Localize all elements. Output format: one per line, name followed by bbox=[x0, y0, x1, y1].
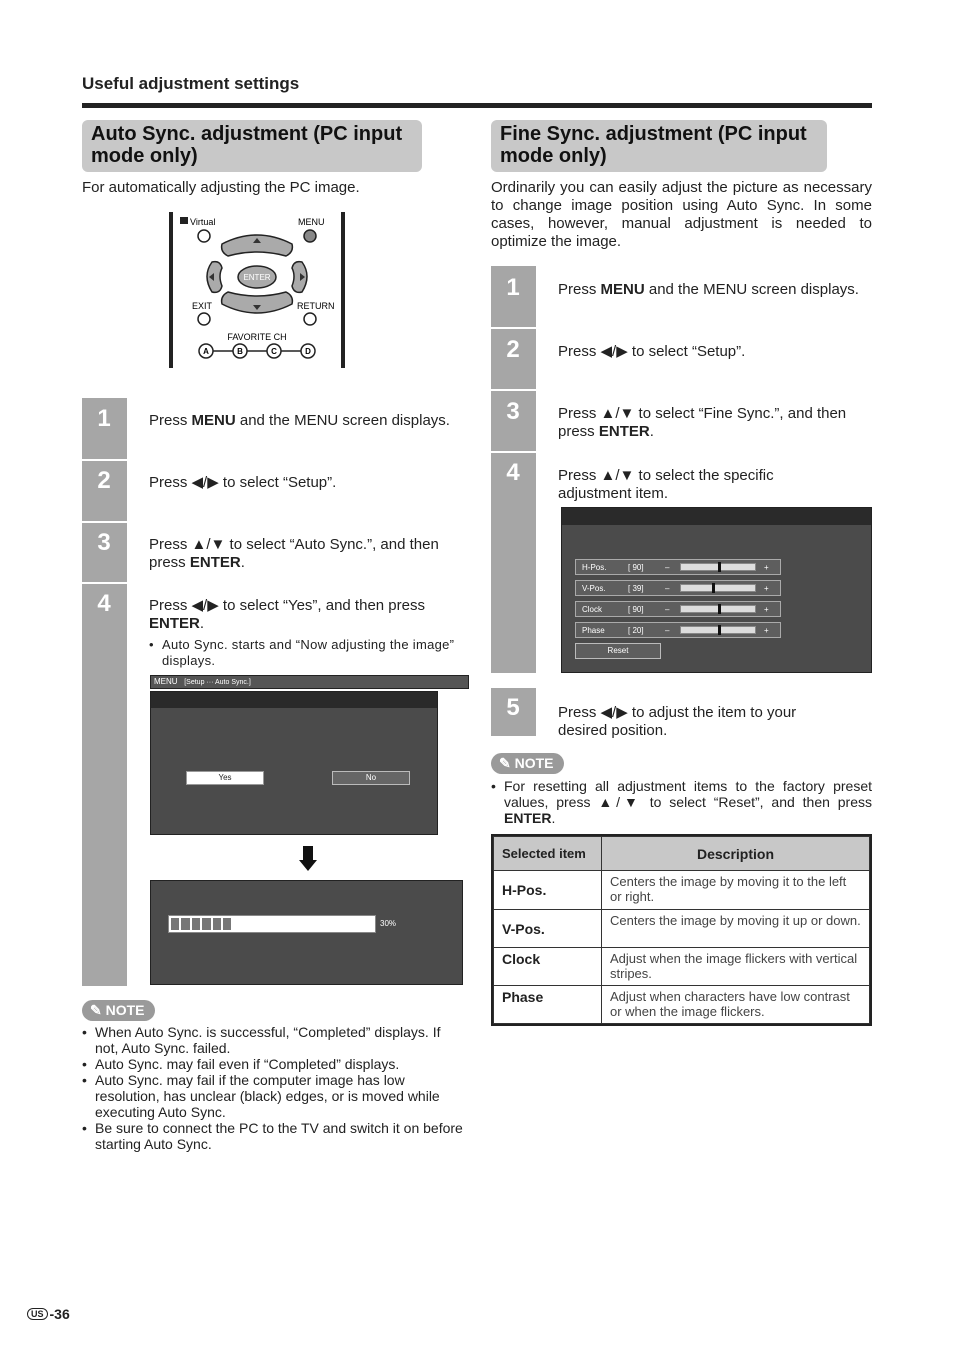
progress-segment bbox=[213, 918, 221, 930]
auto-sync-notes bbox=[82, 1024, 466, 1152]
table-row: V-Pos. Centers the image by moving it up or down. bbox=[494, 910, 870, 948]
step-number: 4 bbox=[97, 590, 111, 617]
slider-knob[interactable] bbox=[718, 604, 721, 614]
enter-label: ENTER bbox=[243, 273, 271, 282]
svg-text:A: A bbox=[203, 347, 209, 356]
osd-item-clock[interactable]: Clock [ 90] – + bbox=[575, 601, 781, 617]
note-item: • Auto Sync. may fail even if “Completed” displays. bbox=[82, 1056, 466, 1072]
section-label: Useful adjustment settings bbox=[82, 74, 300, 93]
auto-sync-step-4: Press ◀/▶ to select “Yes”, and then press ENTER. bbox=[149, 597, 425, 632]
fine-sync-title: Fine Sync. adjustment (PC input mode only) bbox=[491, 120, 827, 172]
step-number: 2 bbox=[506, 336, 520, 363]
fine-sync-step-3: Press ▲/▼ to select “Fine Sync.”, and then press ENTER. bbox=[558, 405, 847, 440]
progress-segment bbox=[202, 918, 210, 930]
description-table bbox=[491, 834, 872, 1026]
fine-sync-step-5: Press ◀/▶ to adjust the item to your desired position. bbox=[558, 704, 797, 739]
progress-segment bbox=[192, 918, 200, 930]
table-header: Description bbox=[602, 837, 870, 871]
step-number: 5 bbox=[506, 694, 520, 721]
progress-bar bbox=[168, 915, 376, 933]
auto-sync-step-2: Press ◀/▶ to select “Setup”. bbox=[149, 474, 337, 491]
osd-menu-bar: MENU [Setup ··· Auto Sync.] bbox=[150, 675, 469, 689]
exit-button bbox=[198, 313, 210, 325]
slider-knob[interactable] bbox=[718, 625, 721, 635]
no-option[interactable]: No bbox=[332, 771, 410, 785]
return-button bbox=[304, 313, 316, 325]
table-header: Selected item bbox=[494, 837, 602, 871]
slider-knob[interactable] bbox=[718, 562, 721, 572]
osd-slider bbox=[680, 626, 756, 634]
exit-label: EXIT bbox=[192, 301, 213, 311]
step-number: 1 bbox=[97, 405, 111, 432]
favorite-label: FAVORITE CH bbox=[227, 332, 287, 342]
note-badge: ✎ NOTE bbox=[491, 753, 564, 774]
note-badge: ✎ NOTE bbox=[82, 1000, 155, 1021]
table-row: Clock Adjust when the image flickers with vertical stripes. bbox=[494, 948, 870, 986]
osd-item-v-pos[interactable]: V-Pos. [ 39] – + bbox=[575, 580, 781, 596]
progress-segment bbox=[181, 918, 189, 930]
svg-text:D: D bbox=[305, 347, 311, 356]
step-number: 4 bbox=[506, 459, 520, 486]
auto-sync-step-4-bullet: • Auto Sync. starts and “Now adjusting the image” displays. bbox=[149, 637, 465, 669]
top-rule bbox=[82, 103, 872, 108]
osd-slider bbox=[680, 563, 756, 571]
auto-sync-step-1: Press MENU and the MENU screen displays. bbox=[149, 412, 450, 429]
note-item: • When Auto Sync. is successful, “Completed” displays. If not, Auto Sync. failed. bbox=[82, 1024, 466, 1056]
slider-knob[interactable] bbox=[712, 583, 715, 593]
note-item: • Be sure to connect the PC to the TV and switch it on before starting Auto Sync. bbox=[82, 1120, 466, 1152]
return-label: RETURN bbox=[297, 301, 335, 311]
step-number: 3 bbox=[506, 398, 520, 425]
progress-segment bbox=[171, 918, 179, 930]
auto-sync-osd-screen bbox=[150, 691, 438, 835]
note-item: • Auto Sync. may fail if the computer image has low resolution, has unclear (black) edges, or is moved while executing Auto Sync. bbox=[82, 1072, 466, 1120]
step-number: 2 bbox=[97, 467, 111, 494]
osd-slider bbox=[680, 605, 756, 613]
table-row: Phase Adjust when characters have low contrast or when the image flickers. bbox=[494, 986, 870, 1024]
page-number: US -36 bbox=[27, 1306, 70, 1322]
osd-slider bbox=[680, 584, 756, 592]
remote-control-illustration bbox=[168, 212, 346, 368]
svg-text:C: C bbox=[271, 347, 277, 356]
table-row: H-Pos. Centers the image by moving it to the left or right. bbox=[494, 871, 870, 910]
fine-sync-step-2: Press ◀/▶ to select “Setup”. bbox=[558, 343, 746, 360]
reset-button[interactable]: Reset bbox=[575, 643, 661, 659]
osd-item-h-pos[interactable]: H-Pos. [ 90] – + bbox=[575, 559, 781, 575]
virtual-button bbox=[198, 230, 210, 242]
menu-label: MENU bbox=[298, 217, 325, 227]
fine-sync-intro: Ordinarily you can easily adjust the picture as necessary to change image position using Auto Sync. In some cases, however, manual adjustment is needed to optimize the image. bbox=[491, 179, 872, 250]
osd-item-phase[interactable]: Phase [ 20] – + bbox=[575, 622, 781, 638]
svg-text:B: B bbox=[237, 347, 243, 356]
down-arrow-icon bbox=[299, 846, 317, 872]
fine-sync-step-1: Press MENU and the MENU screen displays. bbox=[558, 281, 859, 298]
fine-sync-step-4: Press ▲/▼ to select the specific adjustment item. bbox=[558, 467, 774, 502]
step-number: 3 bbox=[97, 529, 111, 556]
fine-sync-note: • For resetting all adjustment items to the factory preset values, press ▲/▼ to select “Reset”, and then press ENTER. bbox=[491, 778, 872, 826]
yes-option[interactable]: Yes bbox=[186, 771, 264, 785]
auto-sync-title: Auto Sync. adjustment (PC input mode only) bbox=[82, 120, 422, 172]
step-number: 1 bbox=[506, 274, 520, 301]
auto-sync-progress-screen bbox=[150, 880, 463, 985]
virtual-label: Virtual bbox=[190, 217, 216, 227]
auto-sync-intro: For automatically adjusting the PC image. bbox=[82, 179, 360, 196]
region-badge: US bbox=[27, 1308, 48, 1320]
progress-segment bbox=[223, 918, 231, 930]
menu-button bbox=[304, 230, 316, 242]
auto-sync-step-3: Press ▲/▼ to select “Auto Sync.”, and then press ENTER. bbox=[149, 536, 439, 571]
progress-text: 30% bbox=[380, 919, 397, 928]
